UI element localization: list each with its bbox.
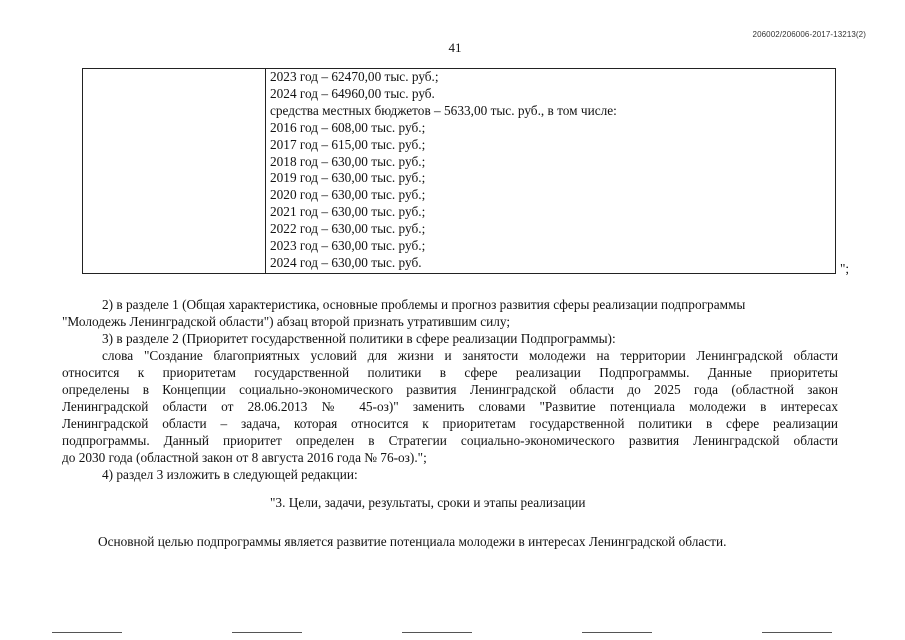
table-line: 2020 год – 630,00 тыс. руб.; [270, 187, 426, 203]
table-closing-quote: "; [840, 261, 850, 276]
footer-rule [402, 632, 472, 633]
text-line: 4) раздел 3 изложить в следующей редакции: [102, 467, 358, 482]
text-line: слова "Создание благоприятных условий для жизни и занятости молодежи на территории Ленинградской области [102, 348, 838, 363]
footer-rule [762, 632, 832, 633]
table-column-divider [265, 69, 266, 273]
text-line: "Молодежь Ленинградской области") абзац второй признать утратившим силу; [62, 314, 511, 329]
text-line: определены в Концепции социально-экономического развития Ленинградской области до 2025 года (областной закон [62, 382, 838, 397]
footer-rule [52, 632, 122, 633]
table-line: 2022 год – 630,00 тыс. руб.; [270, 221, 426, 237]
text-line: 3) в разделе 2 (Приоритет государственной политики в сфере реализации Подпрограммы): [102, 331, 616, 346]
section-heading: "3. Цели, задачи, результаты, сроки и этапы реализации [270, 495, 586, 510]
paragraph-replacement-words [62, 347, 838, 466]
footer-rule [582, 632, 652, 633]
funding-table [82, 68, 836, 274]
text-line: 2) в разделе 1 (Общая характеристика, основные проблемы и прогноз развития сферы реализации подпрограммы [102, 297, 746, 312]
text-line: до 2030 года (областной закон от 8 августа 2016 года № 76-оз)."; [62, 450, 427, 465]
page-number: 41 [448, 40, 462, 55]
table-line: 2024 год – 630,00 тыс. руб. [270, 254, 422, 270]
table-line: 2021 год – 630,00 тыс. руб.; [270, 204, 426, 220]
text-line: Ленинградской области от 28.06.2013 № 45-оз)" заменить словами "Развитие потенциала молодежи в интересах [62, 399, 838, 414]
funding-table-cell [270, 69, 830, 272]
text-line: Ленинградской области – задача, которая относится к приоритетам государственной политики в сфере реализации [62, 416, 838, 431]
table-line: 2018 год – 630,00 тыс. руб.; [270, 153, 426, 169]
text-line: относится к приоритетам государственной политики в сфере реализации Подпрограммы. Данные приоритеты [62, 365, 838, 380]
table-line: 2019 год – 630,00 тыс. руб.; [270, 170, 426, 186]
footer-rules [0, 632, 905, 634]
paragraph-section-1 [62, 296, 838, 330]
document-id: 206002/206006-2017-13213(2) [752, 30, 866, 39]
footer-rule [232, 632, 302, 633]
goal-paragraph: Основной целью подпрограммы является развитие потенциала молодежи в интересах Ленинградской области. [98, 534, 727, 549]
paragraph-section-3 [62, 466, 838, 483]
paragraph-section-2 [62, 330, 838, 347]
text-line: подпрограммы. Данный приоритет определен в Стратегии социально-экономического развития Ленинградской области [62, 433, 838, 448]
table-line: 2016 год – 608,00 тыс. руб.; [270, 119, 426, 135]
table-line: 2023 год – 630,00 тыс. руб.; [270, 238, 426, 254]
table-line: средства местных бюджетов – 5633,00 тыс. руб., в том числе: [270, 102, 617, 118]
table-line: 2023 год – 62470,00 тыс. руб.; [270, 69, 439, 84]
table-line: 2017 год – 615,00 тыс. руб.; [270, 136, 426, 152]
table-line: 2024 год – 64960,00 тыс. руб. [270, 85, 435, 101]
